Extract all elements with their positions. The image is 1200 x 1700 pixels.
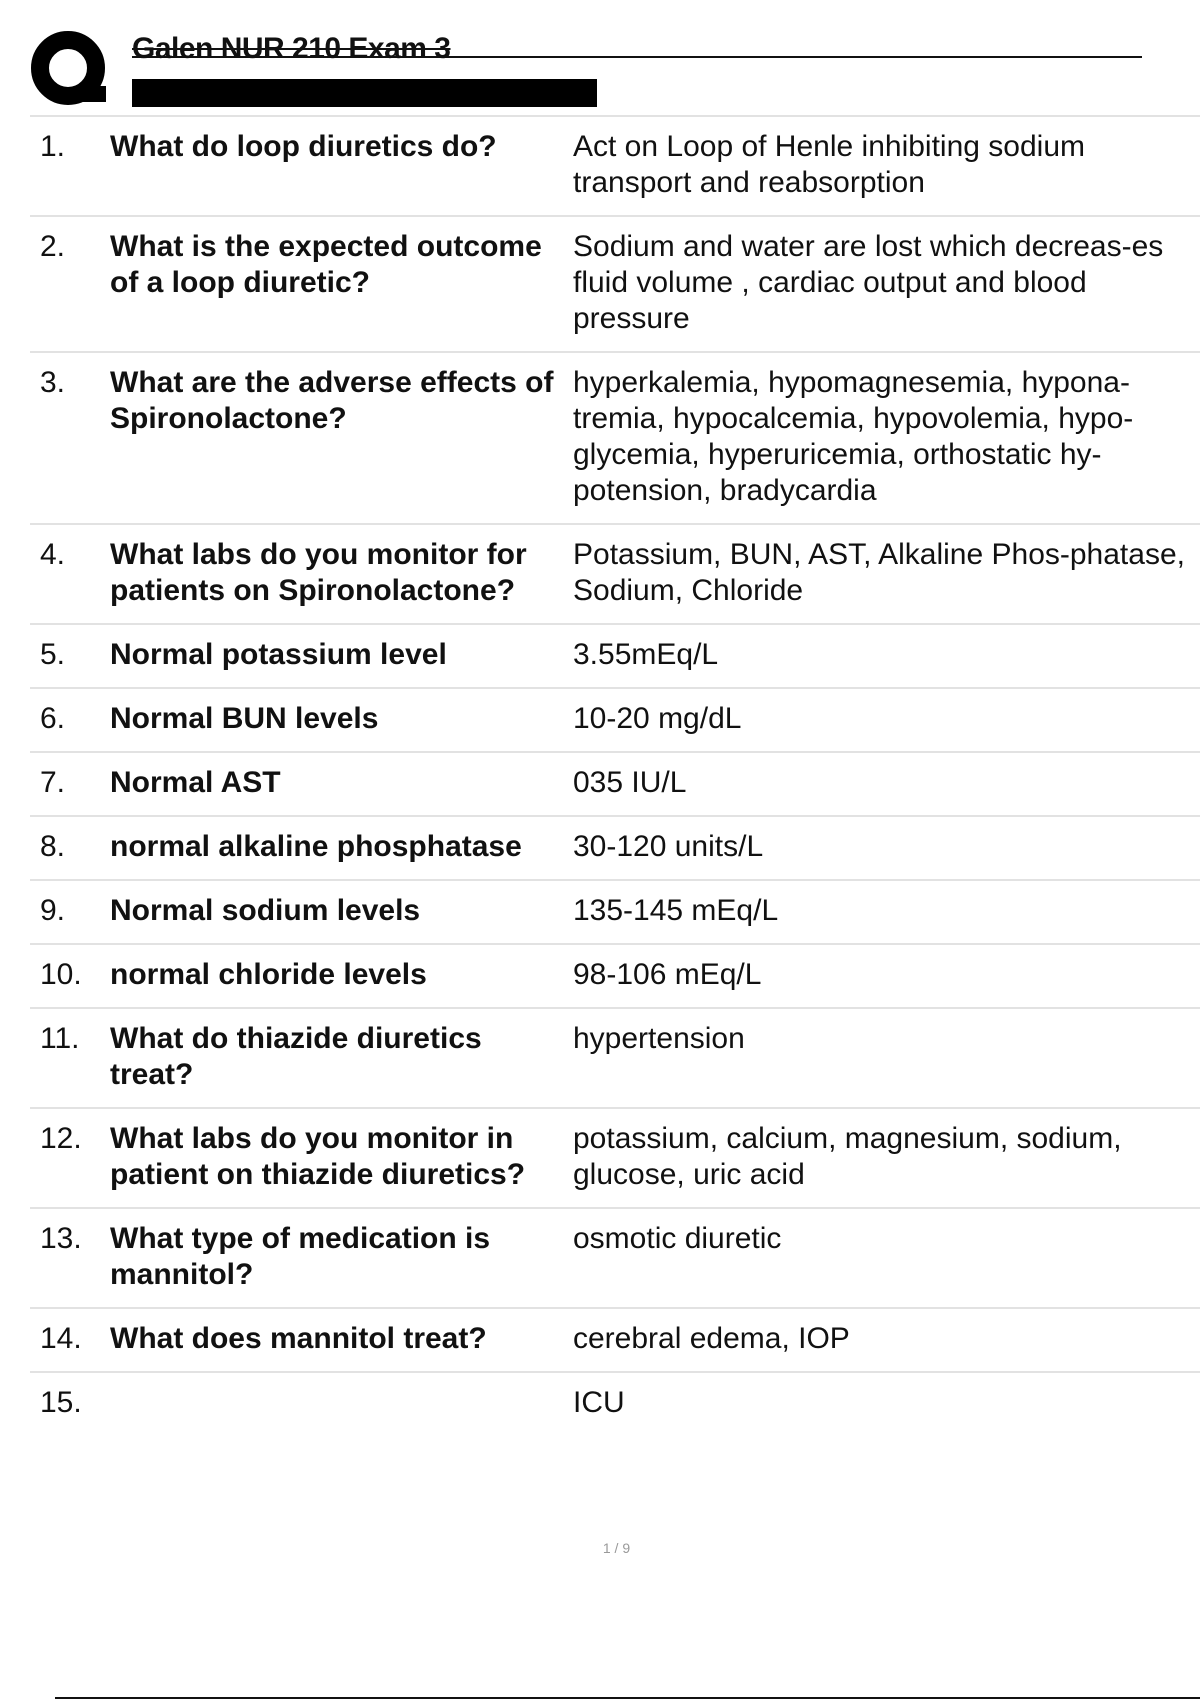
flashcard-list — [30, 115, 1200, 1435]
card-definition: cerebral edema, IOP — [573, 1322, 850, 1355]
card-definition: Sodium and water are lost which decreas-es fluid volume , cardiac output and blood pressure — [573, 230, 1164, 335]
card-definition: hypertension — [573, 1022, 745, 1055]
card-term: Normal sodium levels — [110, 894, 421, 927]
card-definition: osmotic diuretic — [573, 1222, 782, 1255]
flashcard-row — [30, 879, 1200, 943]
card-number: 11. — [40, 1022, 80, 1055]
flashcard-row — [30, 943, 1200, 1007]
card-definition: ICU — [573, 1386, 625, 1419]
card-number: 5. — [40, 638, 66, 671]
redacted-author-bar — [132, 79, 597, 107]
card-term: What are the adverse effects of Spironolactone? — [110, 366, 554, 435]
card-term: What labs do you monitor in patient on thiazide diuretics? — [110, 1122, 526, 1191]
card-definition: 135-145 mEq/L — [573, 894, 779, 927]
flashcard-row — [30, 351, 1200, 523]
card-number: 2. — [40, 230, 66, 263]
card-number: 9. — [40, 894, 66, 927]
flashcard-row — [30, 623, 1200, 687]
card-definition: Act on Loop of Henle inhibiting sodium transport and reabsorption — [573, 130, 1085, 199]
page-indicator: 1 / 9 — [602, 1540, 631, 1556]
flashcard-row — [30, 751, 1200, 815]
card-definition: 3.55mEq/L — [573, 638, 719, 671]
card-definition: 10-20 mg/dL — [573, 702, 742, 735]
flashcard-row — [30, 215, 1200, 351]
flashcard-row — [30, 815, 1200, 879]
card-term: What type of medication is mannitol? — [110, 1222, 491, 1291]
card-term — [110, 1385, 573, 1421]
flashcard-row — [30, 1371, 1200, 1435]
flashcard-row — [30, 1007, 1200, 1107]
card-number: 7. — [40, 766, 66, 799]
card-number: 6. — [40, 702, 66, 735]
card-number: 3. — [40, 366, 66, 399]
card-term: normal chloride levels — [110, 958, 427, 991]
card-number: 13. — [40, 1222, 82, 1255]
flashcard-row — [30, 1307, 1200, 1371]
card-definition: Potassium, BUN, AST, Alkaline Phos-phatase, Sodium, Chloride — [573, 538, 1185, 607]
flashcard-row — [30, 115, 1200, 215]
card-definition: 30-120 units/L — [573, 830, 764, 863]
flashcard-row — [30, 1107, 1200, 1207]
card-term: What does mannitol treat? — [110, 1322, 487, 1355]
document-title: Galen NUR 210 Exam 3 — [132, 32, 451, 65]
card-number: 1. — [40, 130, 66, 163]
card-number: 14. — [40, 1322, 82, 1355]
card-term: What do loop diuretics do? — [110, 130, 497, 163]
bottom-rule — [55, 1697, 1200, 1699]
card-term: What is the expected outcome of a loop diuretic? — [110, 230, 542, 299]
card-term: Normal AST — [110, 766, 281, 799]
flashcard-row — [30, 687, 1200, 751]
quizlet-q-logo-icon — [30, 30, 112, 112]
card-term: Normal BUN levels — [110, 702, 379, 735]
card-definition: 98-106 mEq/L — [573, 958, 762, 991]
card-term: Normal potassium level — [110, 638, 447, 671]
card-term: What labs do you monitor for patients on Spironolactone? — [110, 538, 527, 607]
card-definition: potassium, calcium, magnesium, sodium, glucose, uric acid — [573, 1122, 1122, 1191]
card-number: 10. — [40, 958, 82, 991]
title-rule — [132, 56, 1142, 58]
card-number: 15. — [40, 1386, 82, 1419]
card-definition: 035 IU/L — [573, 766, 687, 799]
card-term: What do thiazide diuretics treat? — [110, 1022, 482, 1091]
card-definition: hyperkalemia, hypomagnesemia, hypona-tremia, hypocalcemia, hypovolemia, hypo-glycemia, hyperuricemia, orthostatic hy-potension, bradycardia — [573, 366, 1134, 507]
card-number: 8. — [40, 830, 66, 863]
card-number: 12. — [40, 1122, 82, 1155]
flashcard-row — [30, 1207, 1200, 1307]
card-number: 4. — [40, 538, 66, 571]
flashcard-row — [30, 523, 1200, 623]
card-term: normal alkaline phosphatase — [110, 830, 522, 863]
